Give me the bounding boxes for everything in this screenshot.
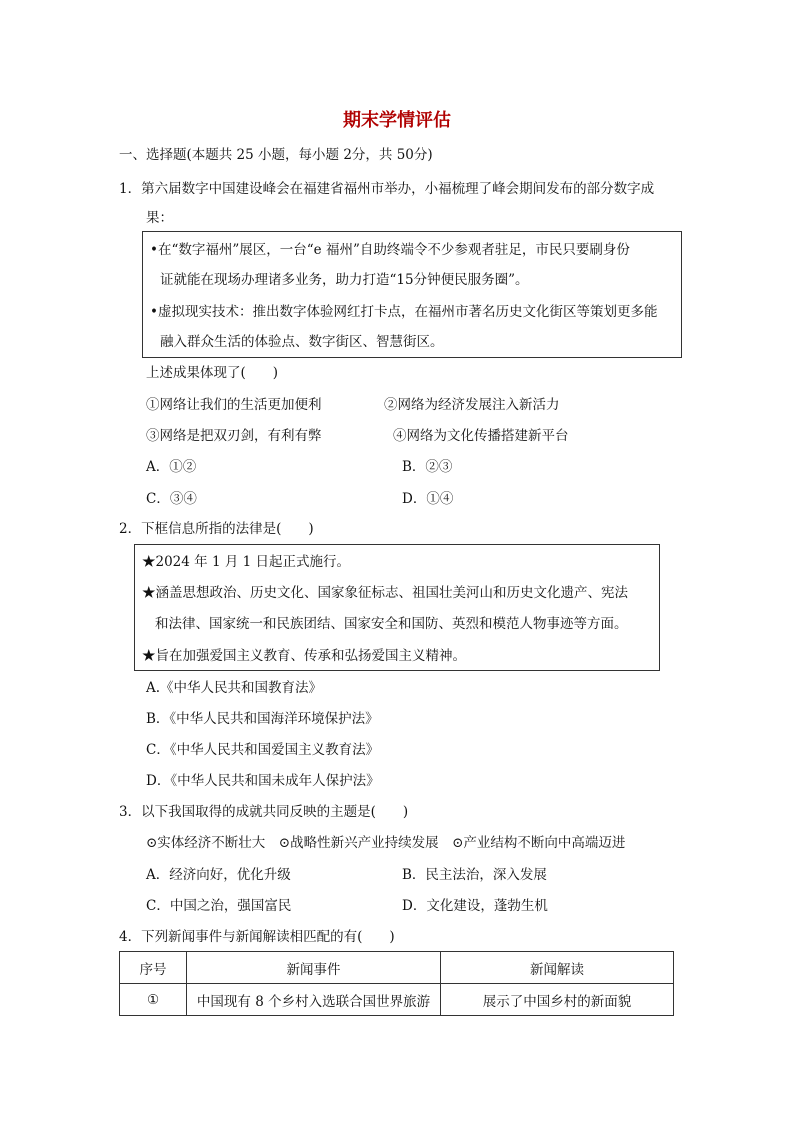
news-table xyxy=(119,951,674,1016)
q1-stem-line2: 果： xyxy=(146,210,173,226)
q1-info-box xyxy=(142,231,682,358)
page-title: 期末学情评估 xyxy=(343,110,451,131)
q3-option-a[interactable]: A．经济向好，优化升级 xyxy=(146,867,291,883)
q2-box-line: ★涵盖思想政治、历史文化、国家象征标志、祖国壮美河山和历史文化遗产、宪法 xyxy=(142,585,628,601)
q1-statement: ①网络让我们的生活更加便利 xyxy=(146,397,322,413)
q1-prompt: 上述成果体现了( ) xyxy=(146,365,279,381)
q4-stem: 4．下列新闻事件与新闻解读相匹配的有( ) xyxy=(119,929,395,945)
q1-statement: ③网络是把双刃剑，有利有弊 xyxy=(146,428,322,444)
section-heading: 一、选择题(本题共 25 小题，每小题 2分，共 50分) xyxy=(119,147,433,163)
q2-box-line: ★2024 年 1 月 1 日起正式施行。 xyxy=(142,554,350,570)
table-header-row xyxy=(120,952,674,984)
q2-option-b[interactable]: B．《中华人民共和国海洋环境保护法》 xyxy=(146,711,379,727)
q1-option-a[interactable]: A．①② xyxy=(146,459,197,475)
q2-option-d[interactable]: D．《中华人民共和国未成年人保护法》 xyxy=(146,773,380,789)
q3-items: ⊙实体经济不断壮大 ⊙战略性新兴产业持续发展 ⊙产业结构不断向中高端迈进 xyxy=(146,835,626,851)
table-cell: 展示了中国乡村的新面貌 xyxy=(441,984,674,1016)
header-cell: 新闻事件 xyxy=(187,952,441,984)
q1-option-b[interactable]: B．②③ xyxy=(402,459,453,475)
q1-box-line: •虚拟现实技术：推出数字体验网红打卡点，在福州市著名历史文化街区等策划更多能 xyxy=(150,304,658,320)
q1-box-line: 证就能在现场办理诸多业务，助力打造“15分钟便民服务圈”。 xyxy=(160,272,529,288)
q3-stem: 3．以下我国取得的成就共同反映的主题是( ) xyxy=(119,804,409,820)
q2-box-line: 和法律、国家统一和民族团结、国家安全和国防、英烈和模范人物事迹等方面。 xyxy=(155,616,628,632)
table-row xyxy=(120,984,674,1016)
q3-option-c[interactable]: C．中国之治，强国富民 xyxy=(146,898,292,914)
q2-option-a[interactable]: A.《中华人民共和国教育法》 xyxy=(146,680,323,696)
q1-option-d[interactable]: D．①④ xyxy=(402,491,454,507)
q1-statement: ④网络为文化传播搭建新平台 xyxy=(393,428,569,444)
q1-stem-line1: 1．第六届数字中国建设峰会在福建省福州市举办，小福梳理了峰会期间发布的部分数字成 xyxy=(119,181,655,197)
q2-box-line: ★旨在加强爱国主义教育、传承和弘扬爱国主义精神。 xyxy=(142,648,466,664)
q1-statement: ②网络为经济发展注入新活力 xyxy=(384,397,560,413)
q2-info-box xyxy=(134,544,660,671)
header-cell: 新闻解读 xyxy=(441,952,674,984)
q1-option-c[interactable]: C．③④ xyxy=(146,491,197,507)
q1-box-line: •在“数字福州”展区，一台“e 福州”自助终端令不少参观者驻足，市民只要刷身份 xyxy=(150,242,630,258)
q2-stem: 2．下框信息所指的法律是( ) xyxy=(119,521,314,537)
q3-option-d[interactable]: D．文化建设，蓬勃生机 xyxy=(402,898,548,914)
table-cell: 中国现有 8 个乡村入选联合国世界旅游 xyxy=(187,984,441,1016)
q2-option-c[interactable]: C．《中华人民共和国爱国主义教育法》 xyxy=(146,742,380,758)
q1-box-line: 融入群众生活的体验点、数字街区、智慧街区。 xyxy=(160,334,444,350)
q3-option-b[interactable]: B．民主法治，深入发展 xyxy=(402,867,547,883)
header-cell: 序号 xyxy=(120,952,187,984)
table-cell: ① xyxy=(120,984,187,1016)
